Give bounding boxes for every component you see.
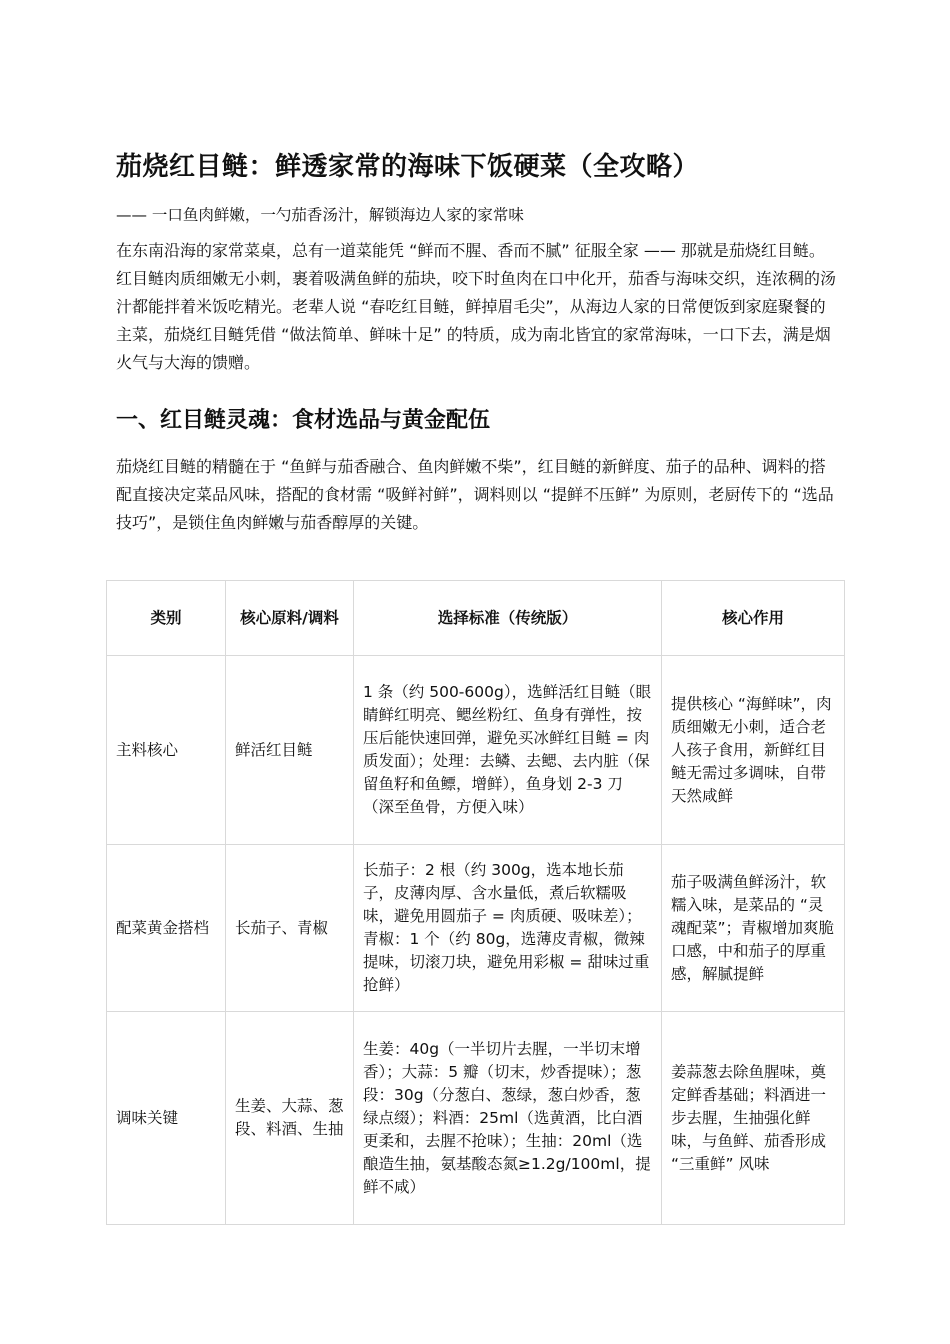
cell-effect: 茄子吸满鱼鲜汤汁，软糯入味，是菜品的 “灵魂配菜”；青椒增加爽脆口感，中和茄子的厚重感，解腻提鲜: [662, 845, 845, 1012]
cell-standard: 1 条（约 500-600g），选鲜活红目鲢（眼睛鲜红明亮、鳃丝粉红、鱼身有弹性，按压后能快速回弹，避免买冰鲜红目鲢 = 肉质发面）；处理：去鳞、去鳃、去内脏（保留鱼籽和鱼鳔，增鲜），鱼身划 2-3 刀（深至鱼骨，方便入味）: [354, 656, 662, 845]
cell-ingredient: 生姜、大蒜、葱段、料酒、生抽: [226, 1012, 354, 1225]
section-heading: 一、红目鲢灵魂：食材选品与黄金配伍: [116, 408, 491, 433]
table-row: [107, 1012, 845, 1225]
cell-ingredient: 鲜活红目鲢: [226, 656, 354, 845]
section-paragraph: 茄烧红目鲢的精髓在于 “鱼鲜与茄香融合、鱼肉鲜嫩不柴”，红目鲢的新鲜度、茄子的品种、调料的搭配直接决定菜品风味，搭配的食材需 “吸鲜衬鲜”，调料则以 “提鲜不压鲜” 为原则，老厨传下的 “选品技巧”，是锁住鱼肉鲜嫩与茄香醇厚的关键。: [116, 457, 834, 532]
intro-paragraph: 在东南沿海的家常菜桌，总有一道菜能凭 “鲜而不腥、香而不腻” 征服全家 —— 那就是茄烧红目鲢。红目鲢肉质细嫩无小刺，裹着吸满鱼鲜的茄块，咬下时鱼肉在口中化开，茄香与海味交织，连浓稠的汤汁都能拌着米饭吃精光。老辈人说 “春吃红目鲢，鲜掉眉毛尖”，从海边人家的日常便饭到家庭聚餐的主菜，茄烧红目鲢凭借 “做法简单、鲜味十足” 的特质，成为南北皆宜的家常海味，一口下去，满是烟火气与大海的馈赠。: [116, 241, 837, 372]
cell-category: 配菜黄金搭档: [107, 845, 226, 1012]
cell-category: 主料核心: [107, 656, 226, 845]
cell-standard: 生姜：40g（一半切片去腥，一半切末增香）；大蒜：5 瓣（切末，炒香提味）；葱段：30g（分葱白、葱绿，葱白炒香，葱绿点缀）；料酒：25ml（选黄酒，比白酒更柔和，去腥不抢味）；生抽：20ml（选酿造生抽，氨基酸态氮≥1.2g/100ml，提鲜不咸）: [354, 1012, 662, 1225]
cell-effect: 提供核心 “海鲜味”，肉质细嫩无小刺，适合老人孩子食用，新鲜红目鲢无需过多调味，自带天然咸鲜: [662, 656, 845, 845]
cell-effect: 姜蒜葱去除鱼腥味，奠定鲜香基础；料酒进一步去腥，生抽强化鲜味，与鱼鲜、茄香形成 “三重鲜” 风味: [662, 1012, 845, 1225]
ingredients-table: [106, 580, 845, 1225]
cell-category: 调味关键: [107, 1012, 226, 1225]
table-row: [107, 845, 845, 1012]
header-standard: 选择标准（传统版）: [354, 581, 662, 656]
header-category: 类别: [107, 581, 226, 656]
cell-ingredient: 长茄子、青椒: [226, 845, 354, 1012]
article-subtitle: —— 一口鱼肉鲜嫩，一勺茄香汤汁，解锁海边人家的家常味: [116, 206, 524, 224]
header-effect: 核心作用: [662, 581, 845, 656]
article-title: 茄烧红目鲢：鲜透家常的海味下饭硬菜（全攻略）: [116, 152, 700, 182]
table-row: [107, 656, 845, 845]
cell-standard: 长茄子：2 根（约 300g，选本地长茄子，皮薄肉厚、含水量低，煮后软糯吸味，避免用圆茄子 = 肉质硬、吸味差）；青椒：1 个（约 80g，选薄皮青椒，微辣提味，切滚刀块，避免用彩椒 = 甜味过重抢鲜）: [354, 845, 662, 1012]
header-ingredient: 核心原料/调料: [226, 581, 354, 656]
table-header-row: [107, 581, 845, 656]
